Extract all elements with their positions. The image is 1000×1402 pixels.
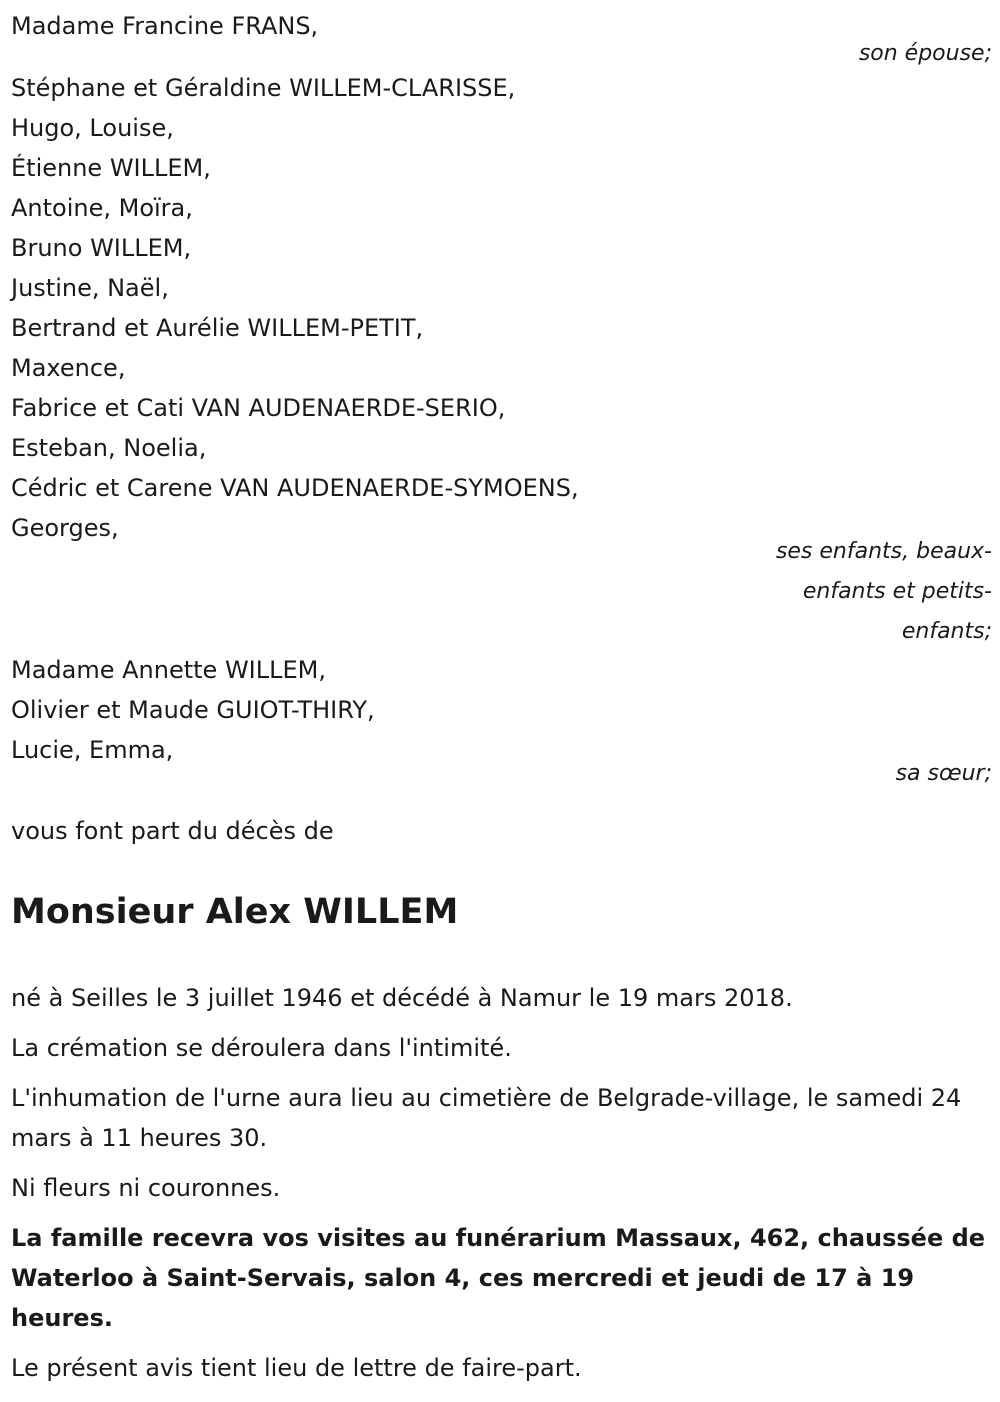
flowers-paragraph: Ni fleurs ni couronnes. — [11, 1174, 281, 1202]
birth-death-paragraph: né à Seilles le 3 juillet 1946 et décédé à Namur le 19 mars 2018. — [11, 984, 793, 1012]
spouse-group — [11, 6, 992, 74]
cremation-paragraph: La crémation se déroulera dans l'intimité. — [11, 1034, 512, 1062]
notice-paragraph: Le présent avis tient lieu de lettre de faire-part. — [11, 1354, 582, 1382]
relationship-label: enfants et petits- — [802, 579, 992, 604]
relationship-label: ses enfants, beaux- — [775, 539, 992, 564]
family-member-name: Justine, Naël, — [11, 274, 169, 302]
family-member-name: Bruno WILLEM, — [11, 234, 192, 262]
family-member-name: Lucie, Emma, — [11, 736, 174, 764]
family-member-name: Étienne WILLEM, — [11, 154, 211, 182]
children-group — [11, 68, 992, 652]
family-member-name: Cédric et Carene VAN AUDENAERDE-SYMOENS, — [11, 474, 579, 502]
family-member-name: Antoine, Moïra, — [11, 194, 193, 222]
relationship-label: enfants; — [901, 619, 992, 644]
family-member-name: Madame Annette WILLEM, — [11, 656, 326, 684]
details-section — [11, 978, 986, 1398]
visits-paragraph: La famille recevra vos visites au funérarium Massaux, 462, chaussée de Waterloo à Saint-Servais, salon 4, ces mercredi et jeudi de 17 à 19 heures. — [11, 1224, 986, 1332]
family-member-name: Madame Francine FRANS, — [11, 12, 319, 40]
family-member-name: Esteban, Noelia, — [11, 434, 207, 462]
burial-paragraph: L'inhumation de l'urne aura lieu au cimetière de Belgrade-village, le samedi 24 mars à 11 heures 30. — [11, 1084, 962, 1152]
family-member-name: Maxence, — [11, 354, 126, 382]
family-member-name: Fabrice et Cati VAN AUDENAERDE-SERIO, — [11, 394, 506, 422]
relationship-label: sa sœur; — [895, 761, 992, 786]
family-member-name: Olivier et Maude GUIOT-THIRY, — [11, 696, 375, 724]
family-member-name: Bertrand et Aurélie WILLEM-PETIT, — [11, 314, 424, 342]
announcement-text: vous font part du décès de — [11, 817, 334, 845]
deceased-name-heading: Monsieur Alex WILLEM — [11, 892, 459, 932]
family-member-name: Georges, — [11, 514, 119, 542]
family-member-name: Hugo, Louise, — [11, 114, 174, 142]
relationship-label: son épouse; — [858, 41, 992, 66]
sister-group — [11, 650, 992, 794]
family-member-name: Stéphane et Géraldine WILLEM-CLARISSE, — [11, 74, 516, 102]
